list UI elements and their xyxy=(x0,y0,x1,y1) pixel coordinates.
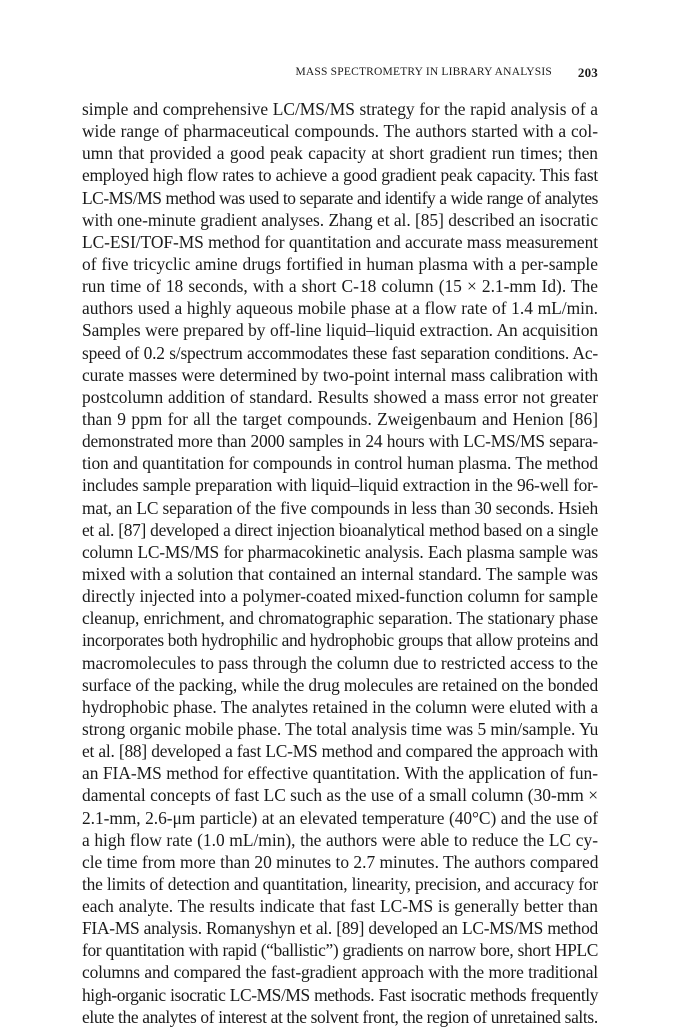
text-line: the limits of detection and quantitation, linearity, precision, and accuracy for xyxy=(82,873,598,894)
text-line: with one-minute gradient analyses. Zhang et al. [85] described an isocratic xyxy=(82,209,598,230)
text-line: mat, an LC separation of the five compounds in less than 30 seconds. Hsieh xyxy=(82,497,598,518)
text-line: Samples were prepared by off-line liquid–liquid extraction. An acquisition xyxy=(82,320,598,341)
text-line: directly injected into a polymer-coated mixed-function column for sample xyxy=(82,586,598,607)
text-line: a high flow rate (1.0 mL/min), the authors were able to reduce the LC cy- xyxy=(82,829,598,850)
text-line: columns and compared the fast-gradient approach with the more traditional xyxy=(82,962,598,983)
text-line: demonstrated more than 2000 samples in 24 hours with LC-MS/MS separa- xyxy=(82,431,598,452)
text-line: an FIA-MS method for effective quantitation. With the application of fun- xyxy=(82,763,598,784)
text-line: et al. [88] developed a fast LC-MS method and compared the approach with xyxy=(82,741,598,762)
page-number: 203 xyxy=(577,65,598,80)
text-line: cleanup, enrichment, and chromatographic separation. The stationary phase xyxy=(82,608,598,629)
text-line: curate masses were determined by two-point internal mass calibration with xyxy=(82,364,598,385)
text-line: umn that provided a good peak capacity at short gradient run times; then xyxy=(82,143,598,164)
text-line: tion and quantitation for compounds in control human plasma. The method xyxy=(82,453,598,474)
text-line: FIA-MS analysis. Romanyshyn et al. [89] developed an LC-MS/MS method xyxy=(82,918,598,939)
text-line: LC-MS/MS method was used to separate and identify a wide range of analytes xyxy=(82,187,598,208)
text-line: macromolecules to pass through the column due to restricted access to the xyxy=(82,652,598,673)
running-head xyxy=(82,66,598,82)
text-line: surface of the packing, while the drug molecules are retained on the bonded xyxy=(82,674,598,695)
text-line: than 9 ppm for all the target compounds. Zweigenbaum and Henion [86] xyxy=(82,408,598,429)
running-title: MASS SPECTROMETRY IN LIBRARY ANALYSIS xyxy=(295,66,552,78)
text-line: column LC-MS/MS for pharmacokinetic analysis. Each plasma sample was xyxy=(82,541,598,562)
text-line: mixed with a solution that contained an internal standard. The sample was xyxy=(82,563,598,584)
text-line: each analyte. The results indicate that fast LC-MS is generally better than xyxy=(82,896,598,917)
text-line: strong organic mobile phase. The total analysis time was 5 min/sample. Yu xyxy=(82,718,599,739)
text-line: high-organic isocratic LC-MS/MS methods. Fast isocratic methods frequently xyxy=(82,984,598,1005)
text-line: of five tricyclic amine drugs fortified in human plasma with a per-sample xyxy=(82,253,598,274)
text-line: 2.1-mm, 2.6-μm particle) at an elevated temperature (40°C) and the use of xyxy=(82,807,598,828)
text-line: et al. [87] developed a direct injection bioanalytical method based on a single xyxy=(82,519,598,540)
text-line: hydrophobic phase. The analytes retained in the column were eluted with a xyxy=(82,696,598,717)
text-line: employed high flow rates to achieve a good gradient peak capacity. This fast xyxy=(82,165,598,186)
text-line: wide range of pharmaceutical compounds. The authors started with a col- xyxy=(82,121,598,142)
text-line: damental concepts of fast LC such as the use of a small column (30-mm × xyxy=(82,785,598,806)
text-line: cle time from more than 20 minutes to 2.7 minutes. The authors compared xyxy=(82,851,599,872)
text-line: incorporates both hydrophilic and hydrophobic groups that allow proteins and xyxy=(82,630,598,651)
text-line: for quantitation with rapid (“ballistic”) gradients on narrow bore, short HPLC xyxy=(82,940,598,961)
text-line: elute the analytes of interest at the solvent front, the region of unretained salts. xyxy=(82,1006,598,1027)
text-line: postcolumn addition of standard. Results showed a mass error not greater xyxy=(82,386,598,407)
text-line: includes sample preparation with liquid–liquid extraction in the 96-well for- xyxy=(82,475,598,496)
text-line: LC-ESI/TOF-MS method for quantitation and accurate mass measurement xyxy=(82,231,598,252)
text-line: run time of 18 seconds, with a short C-18 column (15 × 2.1-mm Id). The xyxy=(82,276,598,297)
body-paragraph xyxy=(82,98,598,1028)
text-line: speed of 0.2 s/spectrum accommodates these fast separation conditions. Ac- xyxy=(82,342,598,363)
text-line: authors used a highly aqueous mobile phase at a flow rate of 1.4 mL/min. xyxy=(82,298,598,319)
text-line: simple and comprehensive LC/MS/MS strategy for the rapid analysis of a xyxy=(82,99,598,119)
